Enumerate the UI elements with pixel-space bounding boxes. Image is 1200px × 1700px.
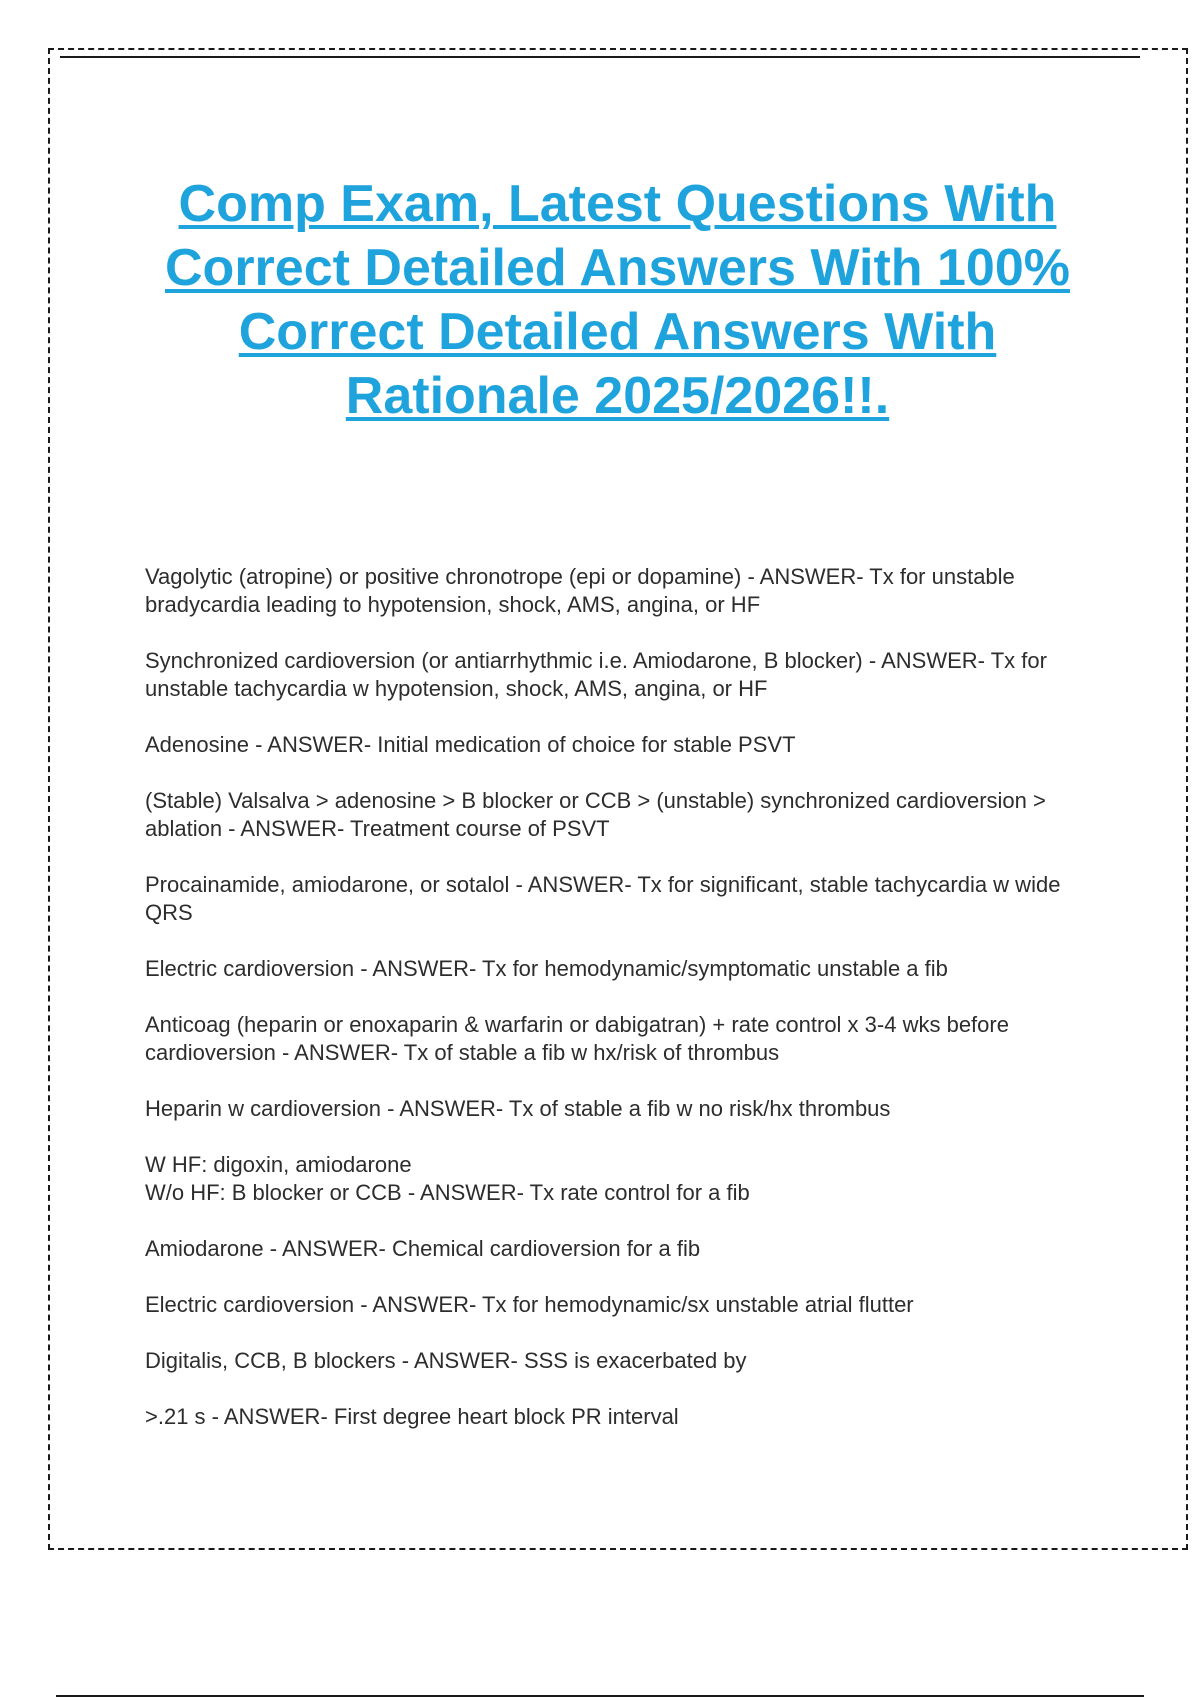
qa-text: Synchronized cardioversion (or antiarrhythmic i.e. Amiodarone, B blocker) - ANSWER- Tx for unstable tachycardia w hypotension, shock, AMS, angina, or HF bbox=[145, 648, 1047, 701]
qa-text: Amiodarone - ANSWER- Chemical cardioversion for a fib bbox=[145, 1236, 701, 1261]
qa-item bbox=[145, 647, 1090, 703]
qa-item bbox=[145, 1095, 1090, 1123]
qa-text: >.21 s - ANSWER- First degree heart block PR interval bbox=[145, 1404, 679, 1429]
qa-text: W/o HF: B blocker or CCB - ANSWER- Tx rate control for a fib bbox=[145, 1180, 750, 1205]
qa-text: Procainamide, amiodarone, or sotalol - ANSWER- Tx for significant, stable tachycardia w wide QRS bbox=[145, 872, 1061, 925]
qa-item bbox=[145, 731, 1090, 759]
qa-item bbox=[145, 1235, 1090, 1263]
bottom-rule bbox=[56, 1695, 1144, 1697]
qa-text: (Stable) Valsalva > adenosine > B blocker or CCB > (unstable) synchronized cardioversion > ablation - ANSWER- Treatment course of PSVT bbox=[145, 788, 1046, 841]
qa-text: Electric cardioversion - ANSWER- Tx for hemodynamic/symptomatic unstable a fib bbox=[145, 956, 948, 981]
qa-item bbox=[145, 955, 1090, 983]
qa-text: Digitalis, CCB, B blockers - ANSWER- SSS is exacerbated by bbox=[145, 1348, 747, 1373]
qa-item bbox=[145, 1291, 1090, 1319]
qa-text: Adenosine - ANSWER- Initial medication of choice for stable PSVT bbox=[145, 732, 796, 757]
qa-text: Vagolytic (atropine) or positive chronotrope (epi or dopamine) - ANSWER- Tx for unstable bradycardia leading to hypotension, shock, AMS, angina, or HF bbox=[145, 564, 1015, 617]
qa-item bbox=[145, 563, 1090, 619]
qa-list bbox=[145, 563, 1090, 1459]
document-title: Comp Exam, Latest Questions With Correct Detailed Answers With 100% Correct Detailed Answers With Rationale 2025/2026!!. bbox=[165, 175, 1070, 425]
qa-text: Anticoag (heparin or enoxaparin & warfarin or dabigatran) + rate control x 3-4 wks before cardioversion - ANSWER- Tx of stable a fib w hx/risk of thrombus bbox=[145, 1012, 1009, 1065]
top-rule bbox=[60, 56, 1140, 58]
qa-item bbox=[145, 871, 1090, 927]
qa-item bbox=[145, 787, 1090, 843]
qa-text: Heparin w cardioversion - ANSWER- Tx of stable a fib w no risk/hx thrombus bbox=[145, 1096, 891, 1121]
qa-item bbox=[145, 1011, 1090, 1067]
qa-text: Electric cardioversion - ANSWER- Tx for hemodynamic/sx unstable atrial flutter bbox=[145, 1292, 914, 1317]
qa-text: W HF: digoxin, amiodarone bbox=[145, 1152, 412, 1177]
qa-item bbox=[145, 1151, 1090, 1207]
qa-item bbox=[145, 1347, 1090, 1375]
qa-item bbox=[145, 1403, 1090, 1431]
